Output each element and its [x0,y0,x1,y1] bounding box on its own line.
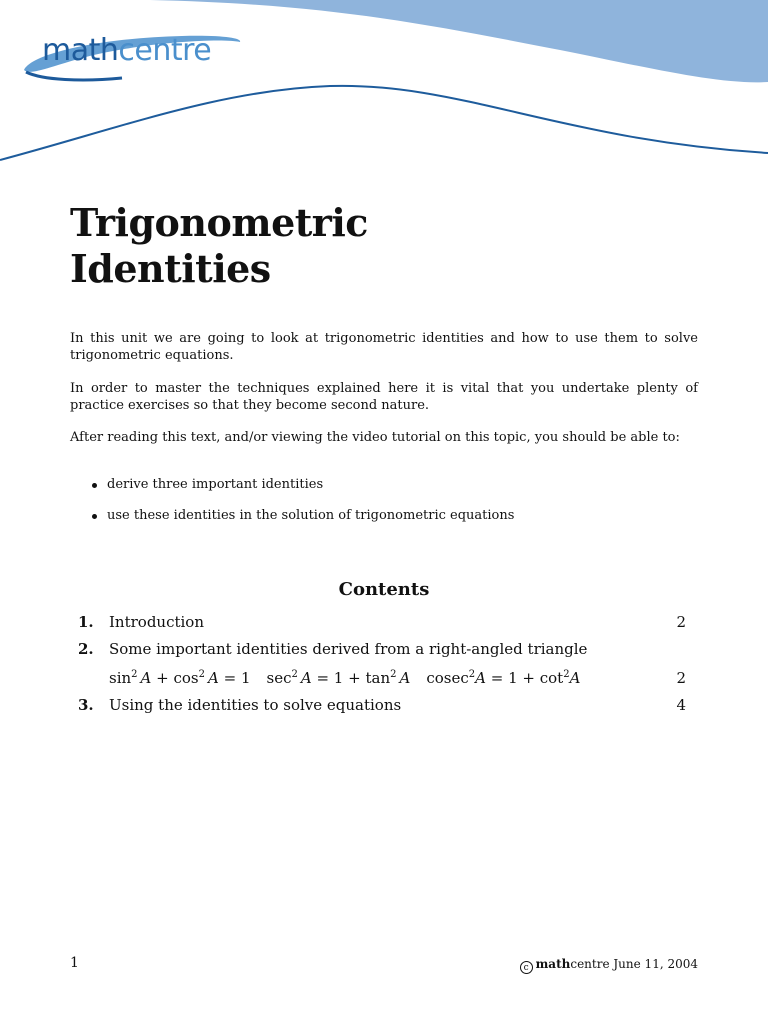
toc-title: Introduction [109,613,204,631]
toc-page-number: 4 [676,696,686,714]
formula-sec-tan: $\sec^2 A = 1 + \tan^2 A$ [266,669,411,687]
page-number: 1 [70,955,79,971]
toc-page-number: 2 [676,613,686,631]
list-item-text: derive three important identities [107,477,324,492]
intro-paragraph: In this unit we are going to look at trigonometric identities and how to use them to solve trigonometric equations. [70,331,698,363]
logo-math: math [42,33,119,68]
logo-centre: centre [118,33,212,68]
formula-sin-cos: $\sin^2 A + \cos^2 A = 1$ [109,669,251,687]
bullet-icon [92,483,97,488]
copyright-line [520,956,698,974]
logo-wordmark [42,33,212,68]
list-item [92,507,514,524]
footer-brand-math: math [535,957,571,971]
toc-page-number: 2 [676,669,686,687]
toc-entry-formulas [78,668,686,688]
toc-number: 3. [78,696,94,714]
objectives-paragraph: After reading this text, and/or viewing the video tutorial on this topic, you should be able to: [70,430,680,445]
toc-number: 1. [78,613,94,631]
footer-brand-rest: centre June 11, 2004 [570,957,698,971]
title-line-2: Identities [70,246,271,291]
list-item-text: use these identities in the solution of trigonometric equations [107,508,515,523]
toc-entry-solving[interactable] [78,695,686,715]
document-title [70,200,368,292]
toc-entry-introduction[interactable] [78,612,686,632]
toc-title: Using the identities to solve equations [109,696,402,714]
toc-title: Some important identities derived from a right-angled triangle [109,640,588,658]
bullet-icon [92,514,97,519]
title-line-1: Trigonometric [70,200,368,245]
contents-heading: Contents [338,579,430,600]
list-item [92,476,514,493]
objectives-list [92,476,514,538]
practice-paragraph: In order to master the techniques explained here it is vital that you undertake plenty of practice exercises so that they become second nature. [70,381,698,413]
toc-number: 2. [78,640,94,658]
header-wave-line [0,86,768,160]
formula-cosec-cot: $cosec^2A = 1 + \cot^2A$ [426,669,581,687]
copyright-icon: c [520,961,533,974]
toc-entry-identities[interactable] [78,639,686,659]
identity-formulas [109,668,580,688]
